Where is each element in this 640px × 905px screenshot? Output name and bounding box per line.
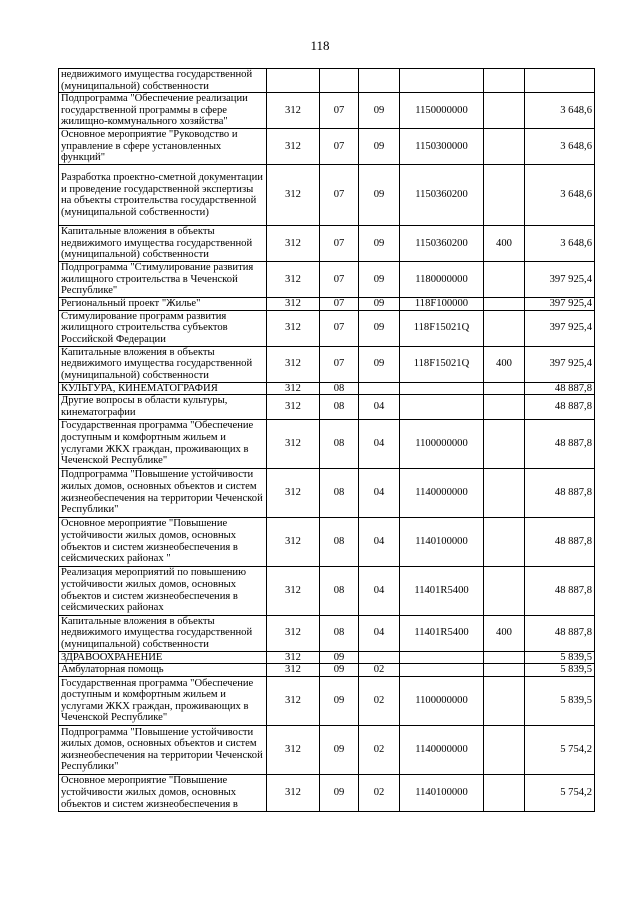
row-expense-type-cell [484, 69, 525, 93]
row-expense-type-cell [484, 129, 525, 165]
row-admin-code-cell: 312 [267, 676, 320, 725]
row-amount-cell: 397 925,4 [525, 310, 595, 346]
row-admin-code-cell: 312 [267, 226, 320, 262]
row-amount-cell: 397 925,4 [525, 262, 595, 298]
row-subsection-cell: 04 [359, 615, 400, 651]
row-target-article-cell: 1150300000 [400, 129, 484, 165]
row-expense-type-cell [484, 676, 525, 725]
row-name-cell: Государственная программа "Обеспечение доступным и комфортным жильем и услугами ЖКХ граждан, проживающих в Чеченской Республике" [59, 419, 267, 468]
row-section-cell: 07 [320, 346, 359, 382]
row-subsection-cell: 09 [359, 262, 400, 298]
row-expense-type-cell: 400 [484, 346, 525, 382]
row-admin-code-cell: 312 [267, 310, 320, 346]
row-admin-code-cell: 312 [267, 468, 320, 517]
row-section-cell: 09 [320, 774, 359, 811]
row-expense-type-cell [484, 664, 525, 677]
row-section-cell [320, 69, 359, 93]
row-subsection-cell: 09 [359, 93, 400, 129]
row-target-article-cell: 11401R5400 [400, 566, 484, 615]
row-target-article-cell [400, 69, 484, 93]
row-name-cell: Подпрограмма "Повышение устойчивости жилых домов, основных объектов и систем жизнеобеспечения на территории Чеченской Республики" [59, 725, 267, 774]
row-target-article-cell: 1180000000 [400, 262, 484, 298]
table-row [59, 395, 595, 419]
row-amount-cell: 3 648,6 [525, 226, 595, 262]
row-section-cell: 09 [320, 651, 359, 664]
row-target-article-cell: 1140000000 [400, 468, 484, 517]
row-subsection-cell: 04 [359, 517, 400, 566]
row-amount-cell: 48 887,8 [525, 419, 595, 468]
table-row [59, 310, 595, 346]
row-section-cell: 09 [320, 676, 359, 725]
table-row [59, 298, 595, 311]
row-admin-code-cell: 312 [267, 664, 320, 677]
row-admin-code-cell: 312 [267, 165, 320, 226]
row-expense-type-cell [484, 310, 525, 346]
row-subsection-cell: 02 [359, 725, 400, 774]
row-name-cell: КУЛЬТУРА, КИНЕМАТОГРАФИЯ [59, 382, 267, 395]
row-expense-type-cell [484, 468, 525, 517]
row-name-cell: Подпрограмма "Повышение устойчивости жилых домов, основных объектов и систем жизнеобеспечения на территории Чеченской Республики" [59, 468, 267, 517]
row-amount-cell [525, 69, 595, 93]
row-name-cell: Региональный проект "Жилье" [59, 298, 267, 311]
row-subsection-cell: 04 [359, 419, 400, 468]
row-amount-cell: 48 887,8 [525, 395, 595, 419]
row-expense-type-cell: 400 [484, 615, 525, 651]
row-amount-cell: 397 925,4 [525, 346, 595, 382]
row-target-article-cell: 1140100000 [400, 517, 484, 566]
row-expense-type-cell [484, 419, 525, 468]
page-number: 118 [310, 38, 330, 53]
row-admin-code-cell: 312 [267, 395, 320, 419]
row-admin-code-cell: 312 [267, 651, 320, 664]
row-name-cell: недвижимого имущества государственной (муниципальной) собственности [59, 69, 267, 93]
row-section-cell: 08 [320, 395, 359, 419]
row-admin-code-cell [267, 69, 320, 93]
row-subsection-cell: 02 [359, 774, 400, 811]
row-expense-type-cell [484, 774, 525, 811]
row-name-cell: Амбулаторная помощь [59, 664, 267, 677]
row-section-cell: 08 [320, 566, 359, 615]
row-expense-type-cell [484, 395, 525, 419]
row-target-article-cell [400, 382, 484, 395]
row-subsection-cell [359, 69, 400, 93]
table-row [59, 69, 595, 93]
row-section-cell: 07 [320, 129, 359, 165]
table-row [59, 651, 595, 664]
row-name-cell: Государственная программа "Обеспечение доступным и комфортным жильем и услугами ЖКХ граждан, проживающих в Чеченской Республике" [59, 676, 267, 725]
row-section-cell: 07 [320, 93, 359, 129]
row-amount-cell: 3 648,6 [525, 93, 595, 129]
row-expense-type-cell [484, 517, 525, 566]
row-subsection-cell: 09 [359, 226, 400, 262]
row-expense-type-cell [484, 651, 525, 664]
row-section-cell: 07 [320, 310, 359, 346]
table-row [59, 725, 595, 774]
row-admin-code-cell: 312 [267, 615, 320, 651]
row-section-cell: 07 [320, 165, 359, 226]
row-expense-type-cell [484, 298, 525, 311]
row-section-cell: 09 [320, 725, 359, 774]
table-row [59, 93, 595, 129]
row-admin-code-cell: 312 [267, 725, 320, 774]
row-amount-cell: 5 839,5 [525, 676, 595, 725]
row-target-article-cell: 11401R5400 [400, 615, 484, 651]
row-amount-cell: 3 648,6 [525, 165, 595, 226]
row-subsection-cell: 02 [359, 676, 400, 725]
row-admin-code-cell: 312 [267, 129, 320, 165]
table-row [59, 468, 595, 517]
row-expense-type-cell: 400 [484, 226, 525, 262]
row-expense-type-cell [484, 566, 525, 615]
budget-table [58, 68, 595, 812]
table-row [59, 346, 595, 382]
row-target-article-cell: 1150360200 [400, 165, 484, 226]
row-amount-cell: 5 754,2 [525, 774, 595, 811]
table-row [59, 774, 595, 811]
row-target-article-cell: 118F100000 [400, 298, 484, 311]
row-amount-cell: 48 887,8 [525, 615, 595, 651]
table-row [59, 419, 595, 468]
row-subsection-cell [359, 651, 400, 664]
table-row [59, 676, 595, 725]
table-row [59, 517, 595, 566]
row-subsection-cell: 04 [359, 468, 400, 517]
row-name-cell: Капитальные вложения в объекты недвижимого имущества государственной (муниципальной) собственности [59, 346, 267, 382]
row-amount-cell: 48 887,8 [525, 566, 595, 615]
row-name-cell: Подпрограмма "Стимулирование развития жилищного строительства в Чеченской Республике" [59, 262, 267, 298]
row-section-cell: 09 [320, 664, 359, 677]
row-expense-type-cell [484, 382, 525, 395]
row-admin-code-cell: 312 [267, 346, 320, 382]
row-target-article-cell: 118F15021Q [400, 346, 484, 382]
row-expense-type-cell [484, 725, 525, 774]
row-subsection-cell: 04 [359, 566, 400, 615]
row-subsection-cell: 09 [359, 346, 400, 382]
row-admin-code-cell: 312 [267, 517, 320, 566]
row-section-cell: 08 [320, 615, 359, 651]
row-section-cell: 08 [320, 468, 359, 517]
row-amount-cell: 48 887,8 [525, 468, 595, 517]
row-target-article-cell [400, 664, 484, 677]
row-name-cell: Основное мероприятие "Руководство и управление в сфере установленных функций" [59, 129, 267, 165]
row-name-cell: Другие вопросы в области культуры, кинематографии [59, 395, 267, 419]
row-amount-cell: 5 839,5 [525, 664, 595, 677]
row-target-article-cell: 1150000000 [400, 93, 484, 129]
row-amount-cell: 3 648,6 [525, 129, 595, 165]
table-row [59, 165, 595, 226]
row-target-article-cell: 1100000000 [400, 419, 484, 468]
row-amount-cell: 5 754,2 [525, 725, 595, 774]
row-name-cell: Основное мероприятие "Повышение устойчивости жилых домов, основных объектов и систем жизнеобеспечения в сейсмических районах " [59, 517, 267, 566]
row-amount-cell: 5 839,5 [525, 651, 595, 664]
table-row [59, 664, 595, 677]
row-amount-cell: 48 887,8 [525, 517, 595, 566]
table-row [59, 129, 595, 165]
row-target-article-cell [400, 395, 484, 419]
row-amount-cell: 397 925,4 [525, 298, 595, 311]
row-subsection-cell: 02 [359, 664, 400, 677]
row-amount-cell: 48 887,8 [525, 382, 595, 395]
row-admin-code-cell: 312 [267, 419, 320, 468]
row-section-cell: 07 [320, 298, 359, 311]
table-row [59, 226, 595, 262]
row-name-cell: Разработка проектно-сметной документации и проведение государственной экспертизы на объекты строительства государственной (муниципальной собственности) [59, 165, 267, 226]
row-expense-type-cell [484, 93, 525, 129]
row-section-cell: 08 [320, 419, 359, 468]
row-section-cell: 07 [320, 226, 359, 262]
row-section-cell: 08 [320, 517, 359, 566]
row-admin-code-cell: 312 [267, 93, 320, 129]
row-expense-type-cell [484, 262, 525, 298]
row-section-cell: 08 [320, 382, 359, 395]
row-subsection-cell: 09 [359, 165, 400, 226]
row-name-cell: Капитальные вложения в объекты недвижимого имущества государственной (муниципальной) собственности [59, 226, 267, 262]
table-row [59, 382, 595, 395]
row-name-cell: Стимулирование программ развития жилищного строительства субъектов Российской Федерации [59, 310, 267, 346]
row-name-cell: ЗДРАВООХРАНЕНИЕ [59, 651, 267, 664]
row-target-article-cell: 1140000000 [400, 725, 484, 774]
row-name-cell: Капитальные вложения в объекты недвижимого имущества государственной (муниципальной) собственности [59, 615, 267, 651]
row-admin-code-cell: 312 [267, 298, 320, 311]
row-section-cell: 07 [320, 262, 359, 298]
row-subsection-cell: 09 [359, 298, 400, 311]
table-row [59, 615, 595, 651]
row-target-article-cell: 118F15021Q [400, 310, 484, 346]
row-name-cell: Подпрограмма "Обеспечение реализации государственной программы в сфере жилищно-коммунального хозяйства" [59, 93, 267, 129]
row-target-article-cell: 1100000000 [400, 676, 484, 725]
row-admin-code-cell: 312 [267, 774, 320, 811]
row-subsection-cell [359, 382, 400, 395]
table-row [59, 262, 595, 298]
row-expense-type-cell [484, 165, 525, 226]
row-target-article-cell: 1150360200 [400, 226, 484, 262]
row-subsection-cell: 04 [359, 395, 400, 419]
row-subsection-cell: 09 [359, 310, 400, 346]
row-admin-code-cell: 312 [267, 262, 320, 298]
row-name-cell: Основное мероприятие "Повышение устойчивости жилых домов, основных объектов и систем жизнеобеспечения в [59, 774, 267, 811]
row-subsection-cell: 09 [359, 129, 400, 165]
row-target-article-cell: 1140100000 [400, 774, 484, 811]
row-admin-code-cell: 312 [267, 382, 320, 395]
row-admin-code-cell: 312 [267, 566, 320, 615]
table-row [59, 566, 595, 615]
row-name-cell: Реализация мероприятий по повышению устойчивости жилых домов, основных объектов и систем жизнеобеспечения в сейсмических районах [59, 566, 267, 615]
table-body [59, 69, 595, 812]
row-target-article-cell [400, 651, 484, 664]
